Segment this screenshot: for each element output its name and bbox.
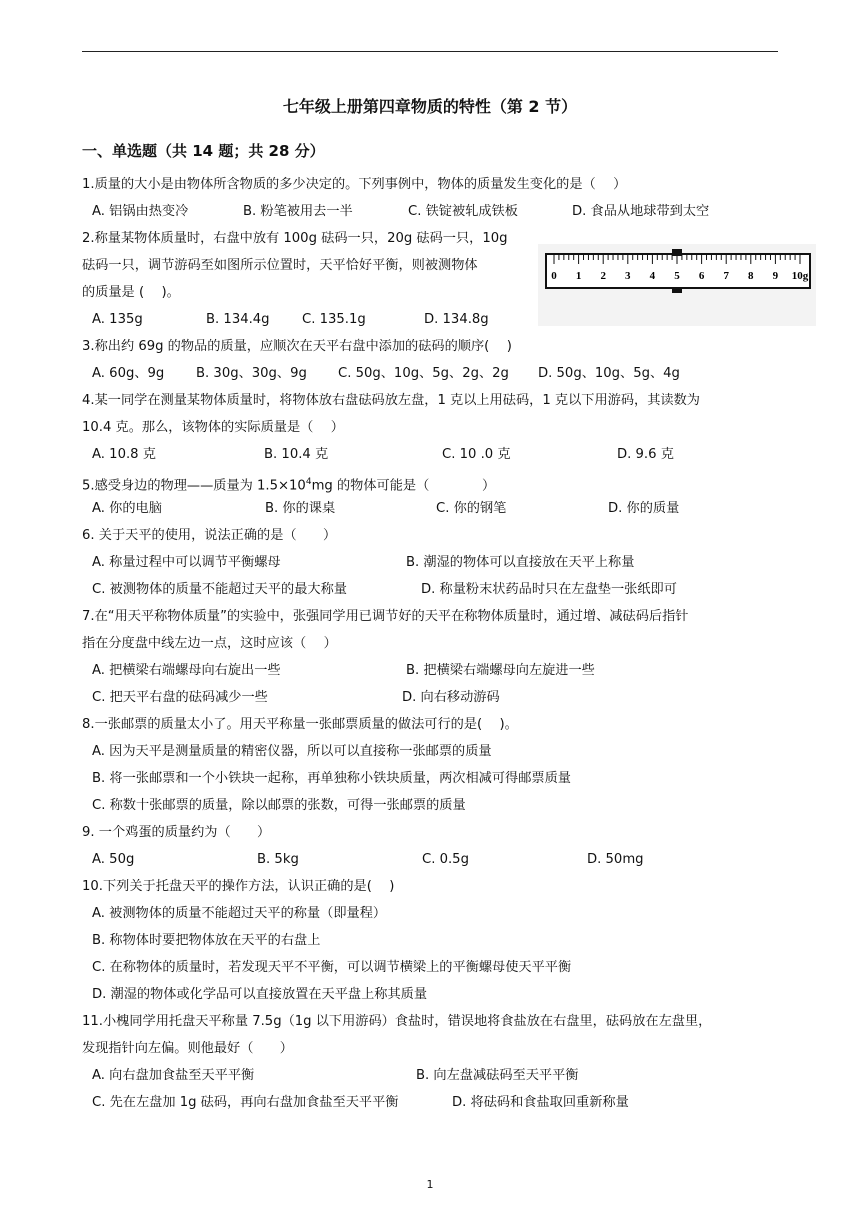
- q2-option-b: B. 134.4g: [206, 312, 270, 327]
- q6-option-b: B. 潮湿的物体可以直接放在天平上称量: [406, 555, 635, 570]
- q6-option-d: D. 称量粉末状药品时只在左盘垫一张纸即可: [421, 582, 677, 597]
- q2-option-d: D. 134.8g: [424, 312, 489, 327]
- q10-option-d: D. 潮湿的物体或化学品可以直接放置在天平盘上称其质量: [92, 987, 428, 1002]
- q5-stem-post: mg 的物体可能是（ ）: [311, 478, 496, 494]
- q1-option-b: B. 粉笔被用去一半: [243, 204, 353, 219]
- q6-option-a: A. 称量过程中可以调节平衡螺母: [92, 555, 281, 570]
- q7-option-a: A. 把横梁右端螺母向右旋出一些: [92, 663, 281, 678]
- q9-option-d: D. 50mg: [587, 852, 644, 867]
- q5-stem-sup: 4: [305, 477, 312, 487]
- scale-label: 4: [649, 270, 656, 282]
- q11-option-b: B. 向左盘减砝码至天平平衡: [416, 1068, 579, 1083]
- question-5-stem: [82, 473, 495, 495]
- q3-option-a: A. 60g、9g: [92, 366, 165, 381]
- q9-option-c: C. 0.5g: [422, 852, 469, 867]
- q10-option-a: A. 被测物体的质量不能超过天平的称量（即量程）: [92, 906, 387, 921]
- question-4-line-2: 10.4 克。那么，该物体的实际质量是（ ）: [82, 420, 344, 435]
- question-4-line-1: 4.某一同学在测量某物体质量时，将物体放右盘砝码放左盘，1 克以上用砝码，1 克以下用游码，其读数为: [82, 393, 700, 408]
- q7-option-c: C. 把天平右盘的砝码减少一些: [92, 690, 268, 705]
- q7-option-d: D. 向右移动游码: [402, 690, 500, 705]
- scale-label: 5: [674, 270, 680, 282]
- scale-label: 7: [723, 270, 729, 282]
- q9-option-a: A. 50g: [92, 852, 135, 867]
- q4-option-c: C. 10 .0 克: [442, 447, 511, 462]
- question-11-line-1: 11.小槐同学用托盘天平称量 7.5g（1g 以下用游码）食盐时，错误地将食盐放在右盘里，砝码放在左盘里，: [82, 1014, 712, 1029]
- q1-option-c: C. 铁锭被轧成铁板: [408, 204, 518, 219]
- balance-rider-scale-figure: [538, 244, 816, 326]
- q5-option-c: C. 你的钢笔: [436, 501, 507, 516]
- q11-option-d: D. 将砝码和食盐取回重新称量: [452, 1095, 629, 1110]
- question-6-stem: 6. 关于天平的使用，说法正确的是（ ）: [82, 528, 337, 543]
- q3-option-d: D. 50g、10g、5g、4g: [538, 366, 680, 381]
- question-11-line-2: 发现指针向左偏。则他最好（ ）: [82, 1041, 293, 1056]
- q11-option-c: C. 先在左盘加 1g 砝码，再向右盘加食盐至天平平衡: [92, 1095, 399, 1110]
- header-rule: [82, 51, 778, 52]
- question-2-line-2: 砝码一只，调节游码至如图所示位置时，天平恰好平衡，则被测物体: [82, 258, 478, 273]
- q2-option-c: C. 135.1g: [302, 312, 366, 327]
- scale-label: 0: [551, 270, 557, 282]
- scale-label: 1: [575, 270, 582, 282]
- scale-label: 9: [772, 270, 779, 282]
- scale-label: 2: [600, 270, 606, 282]
- rider-top: [672, 249, 682, 256]
- q8-option-b: B. 将一张邮票和一个小铁块一起称，再单独称小铁块质量，两次相减可得邮票质量: [92, 771, 571, 786]
- scale-label: 6: [698, 270, 705, 282]
- q8-option-a: A. 因为天平是测量质量的精密仪器，所以可以直接称一张邮票的质量: [92, 744, 492, 759]
- q3-option-c: C. 50g、10g、5g、2g、2g: [338, 366, 509, 381]
- section-heading: 一、单选题（共 14 题；共 28 分）: [82, 142, 325, 160]
- question-3-stem: 3.称出约 69g 的物品的质量，应顺次在天平右盘中添加的砝码的顺序( ): [82, 339, 512, 354]
- scale-label: 3: [625, 270, 631, 282]
- q8-option-c: C. 称数十张邮票的质量，除以邮票的张数，可得一张邮票的质量: [92, 798, 466, 813]
- q9-option-b: B. 5kg: [257, 852, 299, 867]
- q11-option-a: A. 向右盘加食盐至天平平衡: [92, 1068, 255, 1083]
- question-1-stem: 1.质量的大小是由物体所含物质的多少决定的。下列事例中，物体的质量发生变化的是（ ）: [82, 177, 627, 192]
- question-2-line-1: 2.称量某物体质量时，右盘中放有 100g 砝码一只，20g 砝码一只，10g: [82, 231, 508, 246]
- q6-option-c: C. 被测物体的质量不能超过天平的最大称量: [92, 582, 347, 597]
- question-7-line-1: 7.在“用天平称物体质量”的实验中，张强同学用已调节好的天平在称物体质量时，通过增、减砝码后指针: [82, 609, 689, 624]
- rider-scale-svg: [538, 244, 816, 326]
- question-10-stem: 10.下列关于托盘天平的操作方法，认识正确的是( ): [82, 879, 395, 894]
- q4-option-b: B. 10.4 克: [264, 447, 329, 462]
- q5-stem-pre: 5.感受身边的物理——质量为 1.5×10: [82, 478, 306, 494]
- q7-option-b: B. 把横梁右端螺母向左旋进一些: [406, 663, 595, 678]
- rider-bottom: [672, 287, 682, 293]
- q5-option-d: D. 你的质量: [608, 501, 680, 516]
- scale-label: 8: [748, 270, 754, 282]
- q2-option-a: A. 135g: [92, 312, 143, 327]
- q4-option-d: D. 9.6 克: [617, 447, 674, 462]
- scale-label: 10g: [791, 270, 809, 282]
- q5-option-b: B. 你的课桌: [265, 501, 336, 516]
- q1-option-d: D. 食品从地球带到太空: [572, 204, 710, 219]
- q10-option-c: C. 在称物体的质量时，若发现天平不平衡，可以调节横梁上的平衡螺母使天平平衡: [92, 960, 572, 975]
- question-9-stem: 9. 一个鸡蛋的质量约为（ ）: [82, 825, 271, 840]
- question-8-stem: 8.一张邮票的质量太小了。用天平称量一张邮票质量的做法可行的是( )。: [82, 717, 518, 732]
- question-2-line-3: 的质量是 ( )。: [82, 285, 180, 300]
- q3-option-b: B. 30g、30g、9g: [196, 366, 307, 381]
- page-title: 七年级上册第四章物质的特性（第 2 节）: [282, 97, 578, 116]
- q5-option-a: A. 你的电脑: [92, 501, 162, 516]
- q10-option-b: B. 称物体时要把物体放在天平的右盘上: [92, 933, 321, 948]
- page-number: 1: [426, 1178, 434, 1191]
- q1-option-a: A. 铝锅由热变冷: [92, 204, 189, 219]
- question-7-line-2: 指在分度盘中线左边一点，这时应该（ ）: [82, 636, 337, 651]
- q4-option-a: A. 10.8 克: [92, 447, 156, 462]
